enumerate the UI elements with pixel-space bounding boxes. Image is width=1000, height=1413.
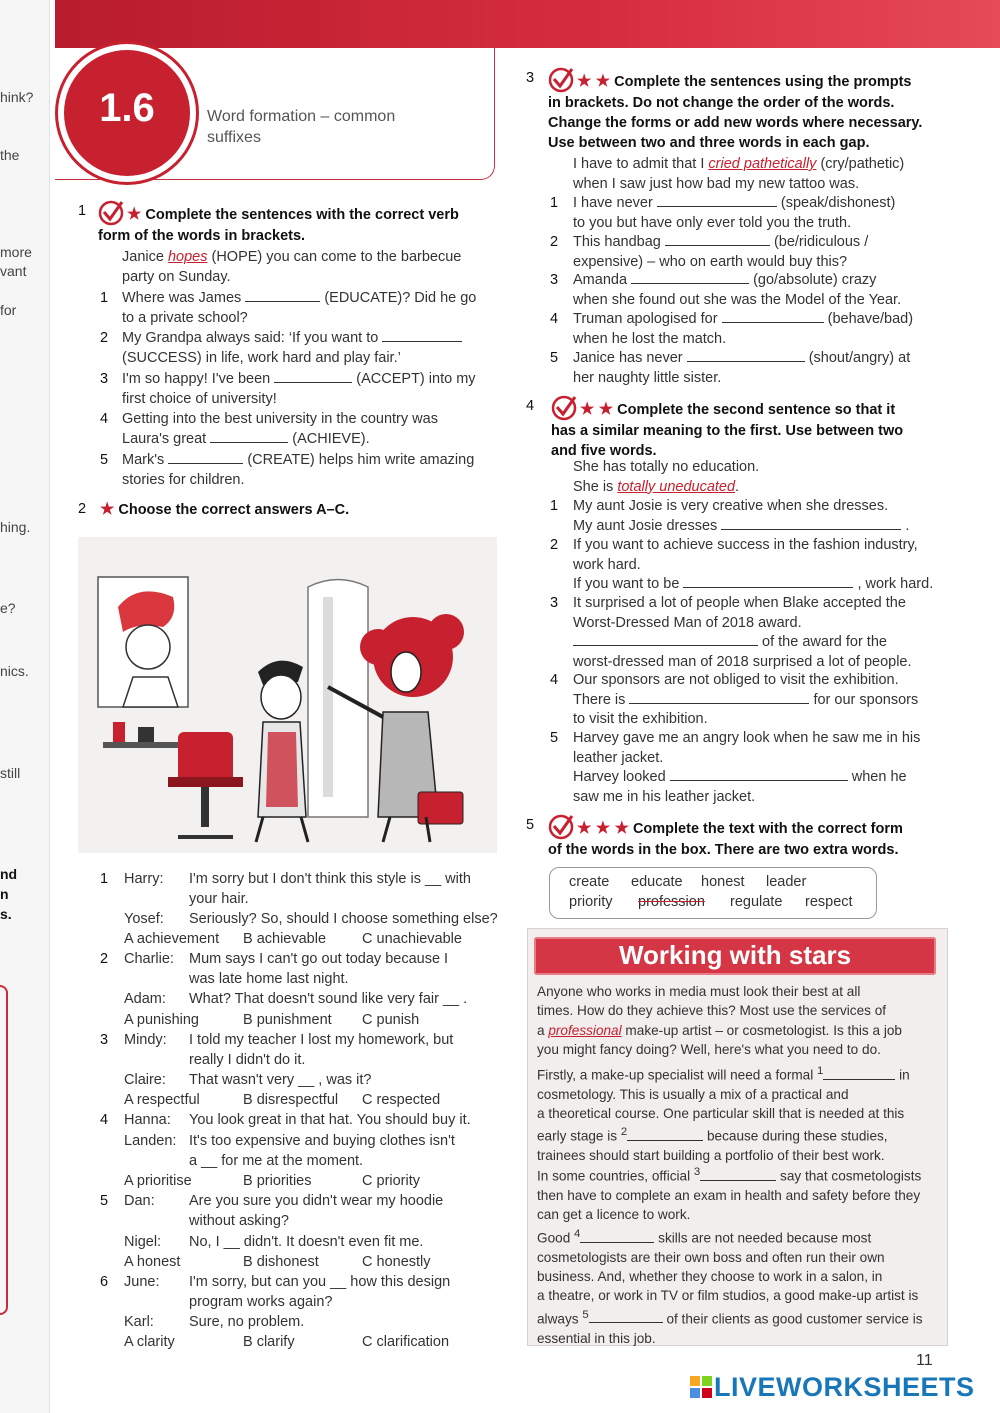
edge-text: hink? — [0, 89, 34, 105]
instruction-line: in brackets. Do not change the order of the words. — [548, 95, 895, 111]
dialogue-text: I'm sorry but I don't think this style is __ with — [189, 871, 471, 887]
gap-number: 1 — [817, 1065, 824, 1077]
difficulty-stars: ★ ★ — [580, 401, 614, 418]
article-text: you might fancy doing? Well, here's what you need to do. — [537, 1041, 881, 1057]
answer-blank[interactable] — [274, 371, 352, 383]
answer-blank[interactable] — [210, 431, 288, 443]
edge-text: n — [0, 886, 9, 902]
exercise-number: 5 — [526, 817, 535, 833]
list-item — [573, 194, 953, 233]
answer-blank[interactable] — [722, 311, 824, 323]
page-title: USE OF ENGLISH — [207, 44, 475, 77]
speaker: Landen: — [124, 1133, 177, 1149]
gap-number: 4 — [574, 1228, 581, 1240]
item-text: I have never — [573, 195, 653, 211]
item-text: Our sponsors are not obliged to visit the exhibition. — [573, 672, 899, 688]
article-text: skills are not needed because most — [658, 1230, 872, 1246]
article-text: can get a licence to work. — [537, 1207, 691, 1223]
list-item — [122, 451, 502, 490]
exercise-1-instructions — [98, 200, 498, 246]
item-text: for our sponsors — [813, 691, 919, 708]
word-box — [549, 867, 877, 919]
article-paragraph-3 — [537, 1163, 937, 1224]
lesson-subtitle — [207, 106, 437, 148]
edge-text: for — [0, 302, 17, 318]
instruction-line: Use between two and three words in each gap. — [548, 135, 870, 151]
article-text: say that cosmetologists — [780, 1168, 922, 1184]
item-number: 3 — [100, 1032, 109, 1048]
option-b[interactable]: B dishonest — [243, 1254, 319, 1270]
example-sentence — [573, 458, 953, 497]
option-a[interactable]: A respectful — [124, 1092, 200, 1108]
answer-blank[interactable] — [629, 692, 809, 704]
item-text: (behave/bad) — [827, 311, 914, 327]
speaker: Harry: — [124, 871, 164, 887]
edge-text: the — [0, 147, 20, 163]
item-number: 5 — [550, 350, 559, 366]
option-c[interactable]: C priority — [362, 1173, 421, 1189]
difficulty-stars: ★ ★ — [577, 73, 611, 90]
example-text: She is — [573, 478, 618, 495]
instruction-line: Complete the sentences using the prompts — [614, 74, 912, 90]
instruction-line: Complete the sentences with the correct verb — [145, 207, 459, 223]
instruction-line: form of the words in brackets. — [98, 228, 306, 244]
option-b[interactable]: B clarify — [243, 1334, 295, 1350]
dialogue-line — [189, 1273, 499, 1312]
list-item — [573, 233, 953, 272]
item-number: 2 — [100, 951, 109, 967]
exercise-number: 1 — [78, 203, 87, 219]
item-text: Where was James — [122, 290, 242, 306]
exercise-4-instructions — [551, 395, 951, 461]
answer-blank[interactable] — [573, 634, 758, 646]
item-text: My aunt Josie dresses — [573, 517, 718, 534]
previous-page-edge — [0, 0, 50, 1413]
answer-blank[interactable] — [589, 1311, 663, 1323]
example-sentence — [573, 155, 953, 194]
item-number: 4 — [100, 1112, 109, 1128]
option-c[interactable]: C punish — [362, 1012, 420, 1028]
difficulty-stars: ★ — [127, 206, 142, 223]
item-text: leather jacket. — [573, 749, 664, 766]
list-item — [573, 729, 953, 807]
subtitle-line: suffixes — [207, 129, 261, 146]
answer-blank[interactable] — [687, 350, 805, 362]
item-text: expensive) – who on earth would buy this? — [573, 253, 848, 270]
item-number: 4 — [550, 311, 559, 327]
dialogue-text: You look great in that hat. You should buy it. — [189, 1112, 471, 1128]
list-item — [122, 289, 502, 328]
option-c[interactable]: C unachievable — [362, 931, 462, 947]
item-text: . — [905, 517, 910, 534]
edge-text: s. — [0, 906, 12, 922]
edge-text: nics. — [0, 663, 29, 679]
list-item — [573, 671, 953, 730]
dialogue-text: No, I __ didn't. It doesn't even fit me. — [189, 1234, 424, 1250]
article-text: a theoretical course. One particular skill that is needed at this — [537, 1106, 905, 1122]
answer-blank[interactable] — [823, 1068, 895, 1080]
item-text: (ACHIEVE). — [292, 430, 370, 447]
dialogue-text: I'm sorry, but can you __ how this design — [189, 1274, 451, 1290]
watermark-text: LIVEWORKSHEETS — [714, 1372, 975, 1402]
article-paragraph-1 — [537, 982, 937, 1059]
item-text: to a private school? — [122, 309, 248, 326]
item-text: Truman apologised for — [573, 311, 718, 327]
answer-blank[interactable] — [627, 1129, 703, 1141]
edge-text: hing. — [0, 519, 31, 535]
difficulty-stars: ★ ★ ★ — [577, 820, 629, 837]
item-text: Janice has never — [573, 350, 683, 366]
dialogue-line — [189, 1031, 499, 1070]
example-answer: hopes — [167, 249, 208, 265]
answer-blank[interactable] — [245, 290, 320, 302]
item-number: 4 — [100, 411, 109, 427]
example-text: I have to admit that I — [573, 156, 709, 172]
article-text: a theatre, or work in TV or film studios, a good make-up artist is — [537, 1288, 919, 1304]
dialogue-text: Sure, no problem. — [189, 1314, 305, 1330]
item-text: (shout/angry) at — [808, 350, 911, 366]
edge-text: e? — [0, 600, 16, 616]
word-option-used: profession — [638, 894, 705, 910]
edge-text: more — [0, 244, 32, 260]
item-number: 4 — [550, 672, 559, 688]
option-a[interactable]: A achievement — [124, 931, 220, 947]
dialogue-text: I told my teacher I lost my homework, but — [189, 1032, 454, 1048]
item-text: her naughty little sister. — [573, 369, 722, 386]
exercise-3-instructions — [548, 67, 953, 153]
header-bar — [55, 0, 1000, 48]
item-number: 2 — [550, 537, 559, 553]
gap-number: 3 — [693, 1166, 701, 1178]
example-answer: cried pathetically — [708, 156, 817, 172]
list-item — [573, 310, 953, 349]
article-text: of their clients as good customer service is — [666, 1311, 923, 1327]
item-text: My Grandpa always said: ‘If you want to — [122, 330, 379, 346]
edge-red-box — [0, 985, 8, 1315]
item-number: 3 — [100, 371, 109, 387]
item-text: , work hard. — [857, 576, 934, 593]
edge-text: vant — [0, 263, 27, 279]
check-icon — [548, 814, 574, 840]
item-text: (speak/dishonest) — [780, 195, 896, 211]
item-text: My aunt Josie is very creative when she dresses. — [573, 498, 889, 514]
speaker: Hanna: — [124, 1112, 171, 1128]
example-sentence — [122, 248, 502, 287]
item-number: 6 — [100, 1274, 109, 1290]
difficulty-stars: ★ — [100, 501, 115, 518]
option-c[interactable]: C clarification — [362, 1334, 450, 1350]
item-text: to visit the exhibition. — [573, 711, 708, 728]
dialogue-text: your hair. — [189, 890, 249, 907]
item-text: This handbag — [573, 234, 661, 250]
speaker: Dan: — [124, 1193, 155, 1209]
list-item — [573, 536, 953, 595]
article-text: trainees should start building a portfolio of their best work. — [537, 1148, 885, 1164]
article-text: In some countries, official — [537, 1168, 691, 1184]
answer-blank[interactable] — [683, 576, 853, 588]
article-text: cosmetologists are their own boss and often run their own — [537, 1249, 885, 1265]
instruction-line: Choose the correct answers A–C. — [118, 502, 350, 518]
instruction-line: Complete the text with the correct form — [632, 821, 903, 837]
example-text: . — [735, 478, 740, 495]
item-text: Getting into the best university in the country was — [122, 411, 438, 427]
item-text: (SUCCESS) in life, work hard and play fair.’ — [122, 349, 401, 366]
word-option: educate — [631, 874, 683, 890]
speaker: Claire: — [124, 1072, 166, 1088]
dialogue-line — [189, 1192, 499, 1231]
article-text: cosmetology. This is usually a mix of a practical and — [537, 1086, 849, 1102]
liveworksheets-icon — [690, 1376, 712, 1398]
item-text: first choice of university! — [122, 390, 277, 407]
item-text: stories for children. — [122, 471, 245, 488]
list-item — [122, 410, 502, 449]
item-text: I'm so happy! I've been — [122, 371, 271, 387]
article-text: times. How do they achieve this? Most use the services of — [537, 1003, 887, 1019]
edge-text: nd — [0, 866, 18, 882]
list-item — [573, 497, 953, 536]
speaker: June: — [124, 1274, 160, 1290]
option-a[interactable]: A honest — [124, 1254, 181, 1270]
item-number: 1 — [100, 290, 109, 306]
example-answer: professional — [548, 1022, 622, 1038]
item-text: Harvey looked — [573, 769, 666, 786]
instruction-line: and five words. — [551, 443, 657, 459]
check-icon — [551, 395, 577, 421]
list-item — [573, 349, 953, 388]
liveworksheets-logo — [690, 1372, 975, 1403]
option-c[interactable]: C respected — [362, 1092, 441, 1108]
article-paragraph-4 — [537, 1225, 937, 1348]
speaker: Yosef: — [124, 911, 164, 927]
dialogue-text: That wasn't very __ , was it? — [189, 1072, 372, 1088]
item-number: 2 — [550, 234, 559, 250]
item-number: 1 — [550, 195, 559, 211]
item-text: It surprised a lot of people when Blake accepted the — [573, 595, 906, 611]
item-text: If you want to be — [573, 576, 680, 593]
lesson-number: 1.6 — [99, 86, 155, 130]
item-text: of the award for the — [762, 634, 887, 651]
item-text: Mark's — [122, 452, 165, 468]
instruction-line: Change the forms or add new words where necessary. — [548, 115, 923, 131]
article-text: then have to complete an exam in health and safety before they — [537, 1187, 921, 1203]
option-a[interactable]: A clarity — [124, 1334, 175, 1350]
answer-blank[interactable] — [382, 330, 462, 342]
word-option: priority — [569, 894, 613, 910]
dialogue-text: program works again? — [189, 1293, 333, 1310]
list-item — [573, 594, 953, 672]
article-text: a — [537, 1022, 549, 1038]
item-number: 5 — [100, 1193, 109, 1209]
exercise-2-instructions — [100, 500, 349, 520]
option-b[interactable]: B priorities — [243, 1173, 312, 1189]
speaker: Nigel: — [124, 1234, 162, 1250]
article-text: essential in this job. — [537, 1330, 656, 1346]
word-option: create — [569, 874, 610, 890]
speaker: Mindy: — [124, 1032, 167, 1048]
option-b[interactable]: B punishment — [243, 1012, 332, 1028]
gap-number: 5 — [582, 1308, 589, 1321]
answer-blank[interactable] — [700, 1169, 776, 1181]
article-text: business. And, whether they choose to work in a salon, in — [537, 1269, 883, 1285]
exercise-number: 4 — [526, 398, 535, 414]
answer-blank[interactable] — [168, 452, 243, 464]
word-option: leader — [766, 874, 807, 890]
example-text: when I saw just how bad my new tattoo was. — [573, 175, 860, 192]
speaker: Karl: — [124, 1314, 154, 1330]
item-number: 3 — [550, 595, 559, 611]
page-number: 11 — [916, 1352, 933, 1369]
speaker: Charlie: — [124, 951, 174, 967]
check-icon — [548, 67, 574, 93]
article-paragraph-2 — [537, 1062, 937, 1166]
item-text: (be/ridiculous / — [773, 234, 869, 250]
item-text: If you want to achieve success in the fashion industry, — [573, 537, 918, 553]
example-text: She has totally no education. — [573, 459, 760, 475]
article-text: Firstly, a make-up specialist will need a formal — [537, 1067, 814, 1083]
salon-illustration — [78, 537, 497, 853]
article-text: always — [537, 1311, 579, 1327]
option-c[interactable]: C honestly — [362, 1254, 431, 1270]
instruction-line: Complete the second sentence so that it — [617, 402, 896, 418]
dialogue-text: It's too expensive and buying clothes isn't — [189, 1133, 455, 1149]
article-text: because during these studies, — [706, 1128, 888, 1144]
dialogue-text: Seriously? So, should I choose something else? — [189, 911, 498, 927]
answer-blank[interactable] — [665, 234, 770, 246]
edge-text: still — [0, 765, 21, 781]
article-text: Good — [537, 1230, 571, 1246]
word-option: respect — [805, 894, 853, 910]
exercise-number: 3 — [526, 70, 535, 86]
item-text: worst-dressed man of 2018 surprised a lot of people. — [573, 653, 912, 670]
gap-number: 2 — [620, 1126, 628, 1139]
article-banner — [534, 937, 936, 975]
example-text: (cry/pathetic) — [816, 156, 905, 172]
item-number: 1 — [550, 498, 559, 514]
article-text: early stage is — [537, 1128, 618, 1144]
option-b[interactable]: B achievable — [243, 931, 327, 947]
dialogue-line — [189, 870, 499, 909]
list-item — [122, 370, 502, 409]
instruction-line: of the words in the box. There are two extra words. — [548, 842, 899, 858]
example-answer: totally uneducated — [617, 478, 736, 495]
instruction-line: has a similar meaning to the first. Use between two — [551, 423, 904, 439]
example-text: (HOPE) you can come to the barbecue — [207, 249, 462, 265]
item-number: 5 — [550, 730, 559, 746]
lesson-badge — [64, 50, 190, 176]
item-text: work hard. — [573, 556, 641, 573]
item-text: when he lost the match. — [573, 330, 727, 347]
item-number: 3 — [550, 272, 559, 288]
list-item — [122, 329, 502, 368]
dialogue-text: What? That doesn't sound like very fair __ . — [189, 991, 468, 1007]
item-text: to you but have only ever told you the truth. — [573, 214, 852, 231]
option-a[interactable]: A prioritise — [124, 1173, 192, 1189]
exercise-5-instructions — [548, 814, 953, 860]
dialogue-line — [189, 1132, 499, 1171]
article-text: Anyone who works in media must look their best at all — [537, 984, 861, 999]
article-text: in — [899, 1067, 910, 1083]
word-option: honest — [701, 874, 745, 890]
item-text: There is — [573, 691, 626, 708]
item-text: (go/absolute) crazy — [753, 272, 877, 288]
item-text: Worst-Dressed Man of 2018 award. — [573, 614, 802, 631]
item-number: 5 — [100, 452, 109, 468]
subtitle-line: Word formation – common — [207, 108, 396, 125]
hairdresser-scene-image — [78, 537, 497, 853]
option-b[interactable]: B disrespectful — [243, 1092, 339, 1108]
example-text: party on Sunday. — [122, 268, 231, 285]
answer-blank[interactable] — [580, 1231, 654, 1243]
dialogue-text: really I didn't do it. — [189, 1051, 306, 1068]
item-text: saw me in his leather jacket. — [573, 788, 756, 805]
dialogue-text: was late home last night. — [189, 970, 349, 987]
dialogue-text: Mum says I can't go out today because I — [189, 951, 449, 967]
word-option: regulate — [730, 894, 783, 910]
item-text: Harvey gave me an angry look when he saw me in his — [573, 730, 921, 746]
answer-blank[interactable] — [657, 195, 777, 207]
dialogue-text: a __ for me at the moment. — [189, 1152, 364, 1169]
dialogue-text: without asking? — [189, 1212, 289, 1229]
article-title: Working with stars — [618, 940, 852, 970]
answer-blank[interactable] — [721, 518, 901, 530]
answer-blank[interactable] — [631, 272, 749, 284]
item-text: Laura's great — [122, 430, 207, 447]
item-text: (CREATE) helps him write amazing — [247, 452, 475, 468]
item-text: when she found out she was the Model of the Year. — [573, 291, 902, 308]
check-icon — [98, 200, 124, 226]
example-text: Janice — [122, 249, 168, 265]
speaker: Adam: — [124, 991, 166, 1007]
list-item — [573, 271, 953, 310]
item-number: 1 — [100, 871, 109, 887]
dialogue-line — [189, 950, 499, 989]
item-text: when he — [851, 769, 907, 786]
dialogue-text: Are you sure you didn't wear my hoodie — [189, 1193, 444, 1209]
exercise-number: 2 — [78, 501, 87, 517]
item-text: (ACCEPT) into my — [356, 371, 476, 387]
item-text: (EDUCATE)? Did he go — [324, 290, 477, 306]
item-text: Amanda — [573, 272, 628, 288]
item-number: 2 — [100, 330, 109, 346]
article-text: make-up artist – or cosmetologist. Is this a job — [621, 1022, 902, 1038]
answer-blank[interactable] — [670, 769, 848, 781]
option-a[interactable]: A punishing — [124, 1012, 199, 1028]
